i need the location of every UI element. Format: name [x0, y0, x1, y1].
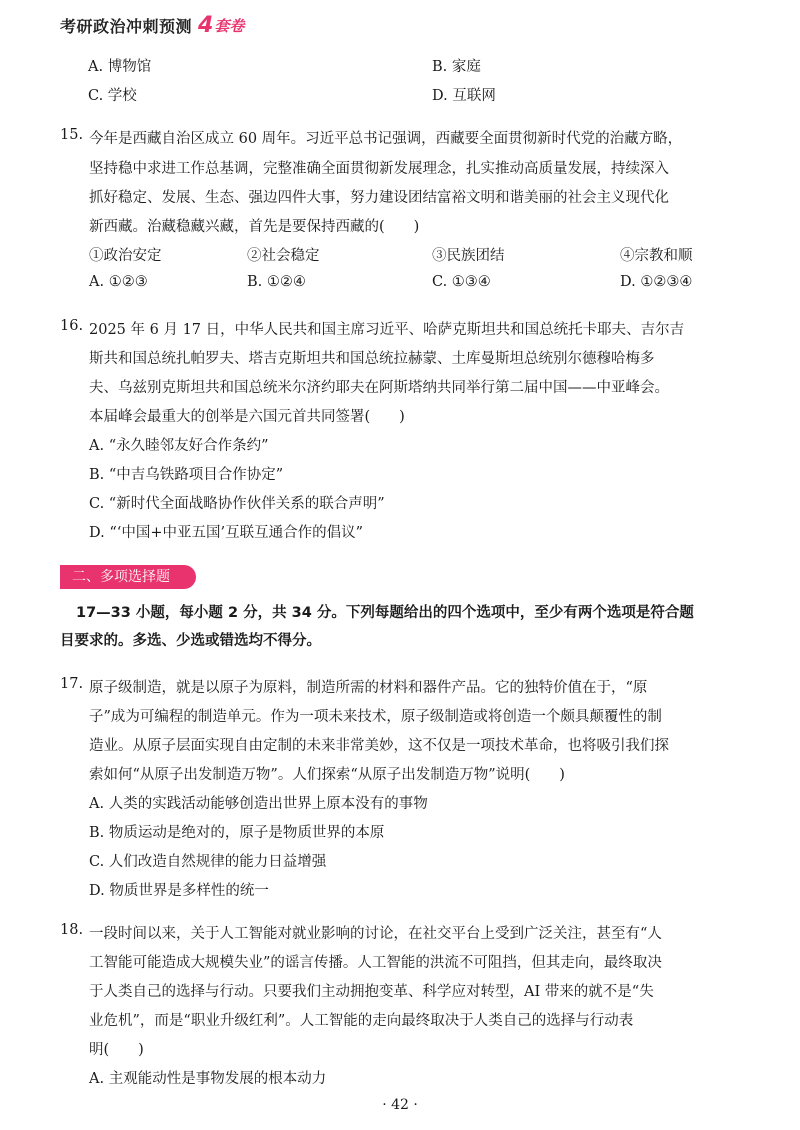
q15-line: 抓好稳定、发展、生态、强边四件大事，努力建设团结富裕文明和谐美丽的社会主义现代化	[89, 190, 669, 206]
q14-option-b: B. 家庭	[432, 59, 481, 75]
q15-line: 新西藏。治藏稳藏兴藏，首先是要保持西藏的( )	[89, 219, 420, 235]
q17-option-b: B. 物质运动是绝对的，原子是物质世界的本原	[89, 825, 385, 841]
q16-line: 本届峰会最重大的创举是六国元首共同签署( )	[89, 409, 405, 425]
q16-number: 16.	[60, 318, 84, 334]
q17-line: 造业。从原子层面实现自由定制的未来非常美妙，这不仅是一项技术革命，也将吸引我们探	[89, 738, 669, 754]
q18-line: 明( )	[89, 1042, 144, 1058]
q15-line: 坚持稳中求进工作总基调，完整准确全面贯彻新发展理念，扎实推动高质量发展，持续深入	[89, 161, 669, 177]
q16-line: 夫、乌兹别克斯坦共和国总统米尔济约耶夫在阿斯塔纳共同举行第二届中国——中亚峰会。	[89, 380, 669, 396]
q16-line: 斯共和国总统扎帕罗夫、塔吉克斯坦共和国总统拉赫蒙、土库曼斯坦总统别尔德穆哈梅多	[89, 351, 655, 367]
q14-option-a: A. 博物馆	[88, 59, 152, 75]
q15-option-d: D. ①②③④	[620, 274, 693, 290]
q15-option-c: C. ①③④	[432, 274, 491, 290]
q15-item: ①政治安定	[89, 248, 162, 264]
q15-number: 15.	[60, 127, 84, 143]
q15-option-b: B. ①②④	[247, 274, 306, 290]
q17-option-a: A. 人类的实践活动能够创造出世界上原本没有的事物	[89, 796, 428, 812]
q18-line: 一段时间以来，关于人工智能对就业影响的讨论，在社交平台上受到广泛关注，甚至有“人	[89, 926, 662, 942]
q15-item: ④宗教和顺	[620, 248, 693, 264]
q17-number: 17.	[60, 676, 84, 692]
q16-line: 2025 年 6 月 17 日，中华人民共和国主席习近平、哈萨克斯坦共和国总统托卡耶夫、吉尔吉	[89, 322, 685, 338]
brand-logo	[198, 12, 245, 38]
q16-option-a: A. “永久睦邻友好合作条约”	[89, 438, 269, 454]
page-number: · 42 ·	[382, 1097, 418, 1113]
q17-line: 原子级制造，就是以原子为原料，制造所需的材料和器件产品。它的独特价值在于，“原	[89, 680, 648, 696]
page-header	[60, 14, 244, 37]
brand-text: 套卷	[214, 17, 245, 35]
q16-option-c: C. “新时代全面战略协作伙伴关系的联合声明”	[89, 496, 385, 512]
section-instructions: 目要求的。多选、少选或错选均不得分。	[60, 633, 321, 649]
q18-number: 18.	[60, 922, 84, 938]
q17-line: 子”成为可编程的制造单元。作为一项未来技术，原子级制造或将创造一个颇具颠覆性的制	[89, 709, 662, 725]
q15-line: 今年是西藏自治区成立 60 周年。习近平总书记强调，西藏要全面贯彻新时代党的治藏方略，	[89, 131, 683, 147]
q18-line: 于人类自己的选择与行动。只要我们主动拥抱变革、科学应对转型，AI 带来的就不是“失	[89, 984, 654, 1000]
q18-option-a: A. 主观能动性是事物发展的根本动力	[89, 1071, 327, 1087]
q15-item: ②社会稳定	[247, 248, 320, 264]
brand-number: 4	[198, 12, 214, 38]
q17-line: 索如何“从原子出发制造万物”。人们探索“从原子出发制造万物”说明( )	[89, 767, 565, 783]
header-title: 考研政治冲刺预测	[60, 17, 193, 36]
q16-option-b: B. “中吉乌铁路项目合作协定”	[89, 467, 284, 483]
q16-option-d: D. “‘中国+中亚五国’互联互通合作的倡议”	[89, 525, 364, 541]
section-instructions: 17—33 小题，每小题 2 分，共 34 分。下列每题给出的四个选项中，至少有两个选项是符合题	[76, 605, 694, 621]
q14-option-d: D. 互联网	[432, 88, 496, 104]
q17-option-c: C. 人们改造自然规律的能力日益增强	[89, 854, 327, 870]
q15-option-a: A. ①②③	[89, 274, 148, 290]
q14-option-c: C. 学校	[88, 88, 137, 104]
q15-item: ③民族团结	[432, 248, 505, 264]
q18-line: 业危机”，而是“职业升级红利”。人工智能的走向最终取决于人类自己的选择与行动表	[89, 1013, 634, 1029]
q17-option-d: D. 物质世界是多样性的统一	[89, 883, 269, 899]
q18-line: 工智能可能造成大规模失业”的谣言传播。人工智能的洪流不可阻挡，但其走向，最终取决	[89, 955, 662, 971]
section-tag-multiple-choice: 二、多项选择题	[60, 565, 196, 589]
